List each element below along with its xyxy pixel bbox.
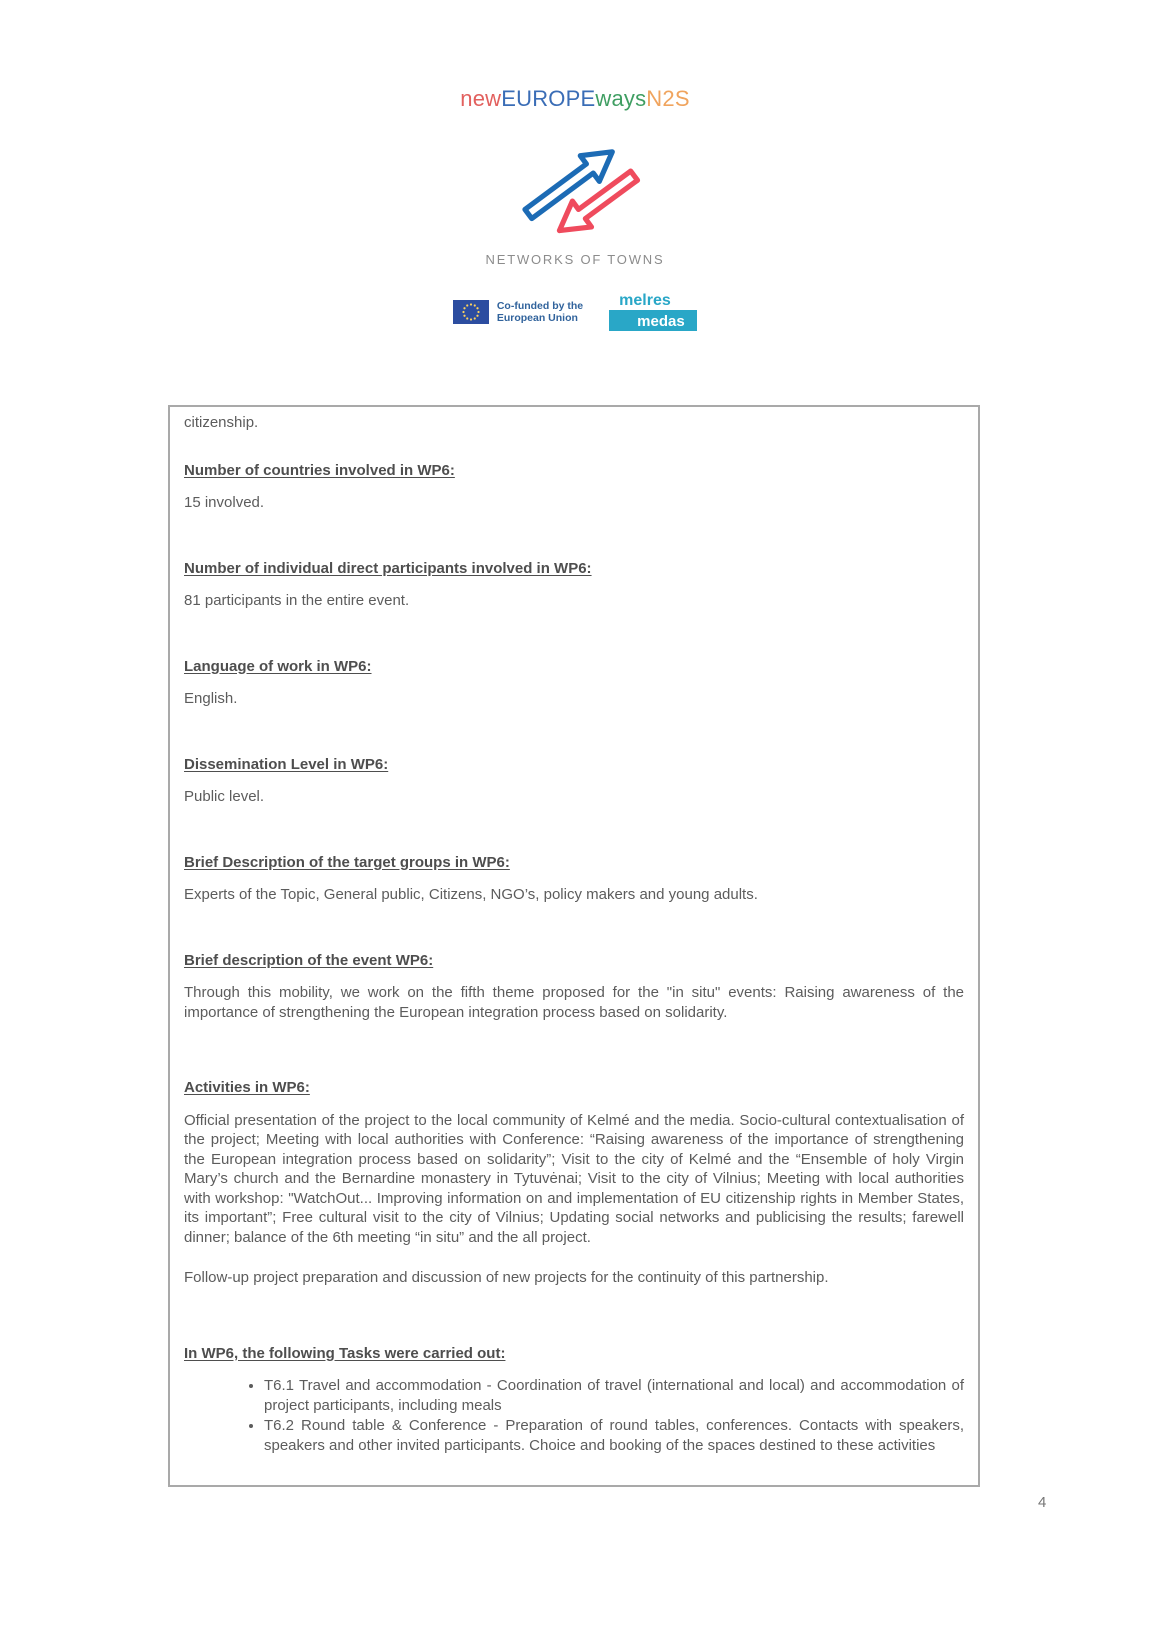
section-heading: Number of countries involved in WP6: xyxy=(184,461,455,479)
section-event-description xyxy=(184,951,964,1023)
section-dissemination xyxy=(184,755,964,807)
eu-badge-line2: European Union xyxy=(496,312,578,324)
section-target-groups xyxy=(184,853,964,905)
section-body: English. xyxy=(184,690,238,707)
eu-flag-icon xyxy=(453,300,489,324)
section-body: Experts of the Topic, General public, Citizens, NGO’s, policy makers and young adults. xyxy=(184,886,758,903)
section-activities xyxy=(184,1078,964,1288)
section-countries xyxy=(184,461,964,513)
crossed-arrows-icon xyxy=(505,128,645,242)
section-body: 81 participants in the entire event. xyxy=(184,592,410,609)
section-heading: Brief description of the event WP6: xyxy=(184,951,434,969)
melres-logo-top: melres xyxy=(609,293,697,313)
section-body: 15 involved. xyxy=(184,494,265,511)
section-body: Official presentation of the project to the local community of Kelmé and the media. Socio-cultural contextualisation of the project; Meeting with local authorities with Conference: “Raising awareness of the importance of strengthening the European integration process based on solidarity”; Visit to the city of Kelmé and the “Ensemble of holy Virgin Mary’s church and the Bernardine monastery in Tytuvėnai; Visit to the city of Vilnius; Meeting with local authorities with workshop: "WatchOut... Improving information on and implementation of EU citizenship rights in Member States, its important”; Free cultural visit to the city of Vilnius; Updating social networks and publicising the results; farewell dinner; balance of the 6th meeting “in situ” and the all project. xyxy=(184,1111,964,1246)
section-heading: Brief Description of the target groups in WP6: xyxy=(184,853,510,871)
logo-segment-europe: EUROPE xyxy=(501,86,596,111)
melres-logo-bottom: medas xyxy=(609,313,697,331)
section-heading: Number of individual direct participants involved in WP6: xyxy=(184,559,592,577)
logo-segment-ways: ways xyxy=(595,86,647,111)
networks-of-towns-tagline: NETWORKS OF TOWNS xyxy=(485,252,665,267)
eu-cofunded-badge xyxy=(453,300,583,325)
follow-up-paragraph: Follow-up project preparation and discussion of new projects for the continuity of this partnership. xyxy=(184,1269,829,1286)
project-logo-wordmark xyxy=(0,86,1150,112)
report-content-box xyxy=(168,405,980,1487)
section-heading: Language of work in WP6: xyxy=(184,657,372,675)
melres-medas-logo xyxy=(609,293,697,331)
section-heading: In WP6, the following Tasks were carried out: xyxy=(184,1344,506,1362)
section-tasks xyxy=(184,1344,964,1456)
page-number: 4 xyxy=(1038,1494,1047,1511)
arrows-logo xyxy=(0,128,1150,247)
task-item-t6-1: • T6.1 Travel and accommodation - Coordination of travel (international and local) and accommodation of project participants, including meals xyxy=(264,1376,964,1415)
section-body: Public level. xyxy=(184,788,265,805)
tasks-list xyxy=(244,1376,964,1455)
logo-segment-n2s: N2S xyxy=(646,86,690,111)
section-heading: Activities in WP6: xyxy=(184,1079,310,1096)
logo-segment-new: new xyxy=(460,86,502,111)
eu-badge-text xyxy=(497,300,583,325)
section-body: Through this mobility, we work on the fifth theme proposed for the "in situ" events: Raising awareness of the importance of strengthening the European integration process based on solidarity. xyxy=(184,984,964,1021)
task-item-t6-2: • T6.2 Round table & Conference - Preparation of round tables, conferences. Contacts with speakers, speakers and other invited participants. Choice and booking of the spaces destined to these activities xyxy=(264,1416,964,1455)
intro-fragment: citizenship. xyxy=(184,414,259,431)
section-language xyxy=(184,657,964,709)
header-badges-row xyxy=(0,293,1150,331)
eu-badge-line1: Co-funded by the xyxy=(496,299,584,312)
section-heading: Dissemination Level in WP6: xyxy=(184,755,389,773)
section-participants xyxy=(184,559,964,611)
